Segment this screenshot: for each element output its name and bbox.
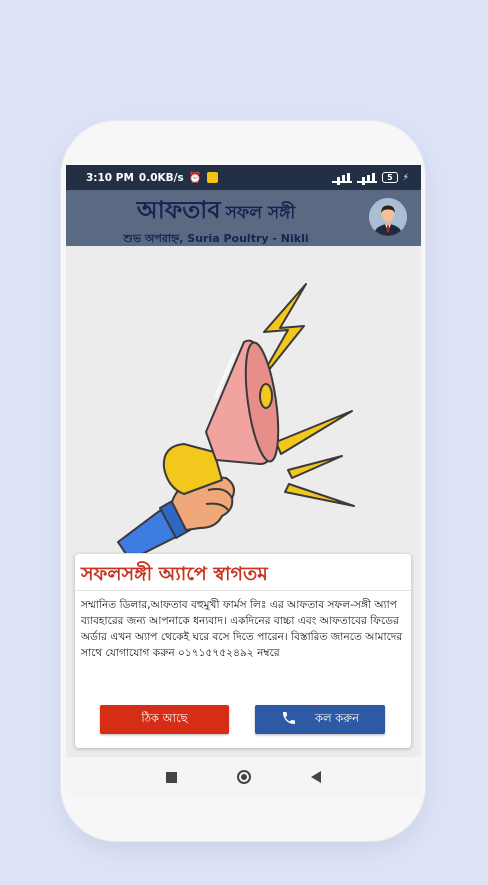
user-avatar-icon xyxy=(369,198,407,236)
app-title xyxy=(66,192,366,232)
megaphone-illustration xyxy=(66,246,421,553)
battery-icon: 5 xyxy=(382,172,398,183)
signal-icon xyxy=(332,172,352,183)
app-title-main: আফতাব xyxy=(136,195,221,224)
megaphone-icon xyxy=(66,246,421,553)
status-bar xyxy=(66,165,421,190)
status-speed: 0.0KB/s xyxy=(138,171,184,184)
app-screen xyxy=(66,165,421,797)
home-icon[interactable] xyxy=(237,770,251,784)
dialog-message: সম্মানিত ডিলার,আফতাব বহুমুখী ফার্মস লিঃ এর আফতাব সফল-সঙ্গী অ্যাপ ব্যাবহারের জন্য আপনাকে ধন্যবাদ। একদিনের বাচ্চা এবং আফতাবের ফিডের অর্ডার এখন অ্যাপ থেকেই ঘরে বসে দিতে পারেন। বিস্তারিত জানতে আমাদের সাথে যোগাযোগ করুন ০১৭১৫৭৫২৪৯২ নম্বরে xyxy=(81,599,403,659)
app-header xyxy=(66,190,421,246)
ok-button-label: ঠিক আছে xyxy=(141,711,188,725)
recent-apps-icon[interactable] xyxy=(166,772,177,783)
app-title-sub: সফল সঙ্গী xyxy=(225,203,296,223)
ok-button[interactable] xyxy=(100,705,229,734)
status-time: 3:10 PM xyxy=(86,171,134,184)
welcome-dialog xyxy=(75,554,411,748)
dialog-title: সফলসঙ্গী অ্যাপে স্বাগতম xyxy=(75,554,411,591)
notification-icon xyxy=(207,172,218,183)
call-button[interactable] xyxy=(255,705,385,734)
charging-icon: ⚡ xyxy=(402,172,409,183)
phone-icon xyxy=(281,710,297,729)
alarm-icon: ⏰ xyxy=(188,172,202,184)
signal-icon-2 xyxy=(357,172,377,183)
avatar[interactable] xyxy=(369,198,407,236)
call-button-label: কল করুন xyxy=(314,711,359,725)
back-icon[interactable] xyxy=(311,771,321,783)
system-nav-bar xyxy=(66,757,421,797)
greeting-text: শুভ অপরাহ্ন, Suria Poultry - Nikli xyxy=(123,232,309,245)
